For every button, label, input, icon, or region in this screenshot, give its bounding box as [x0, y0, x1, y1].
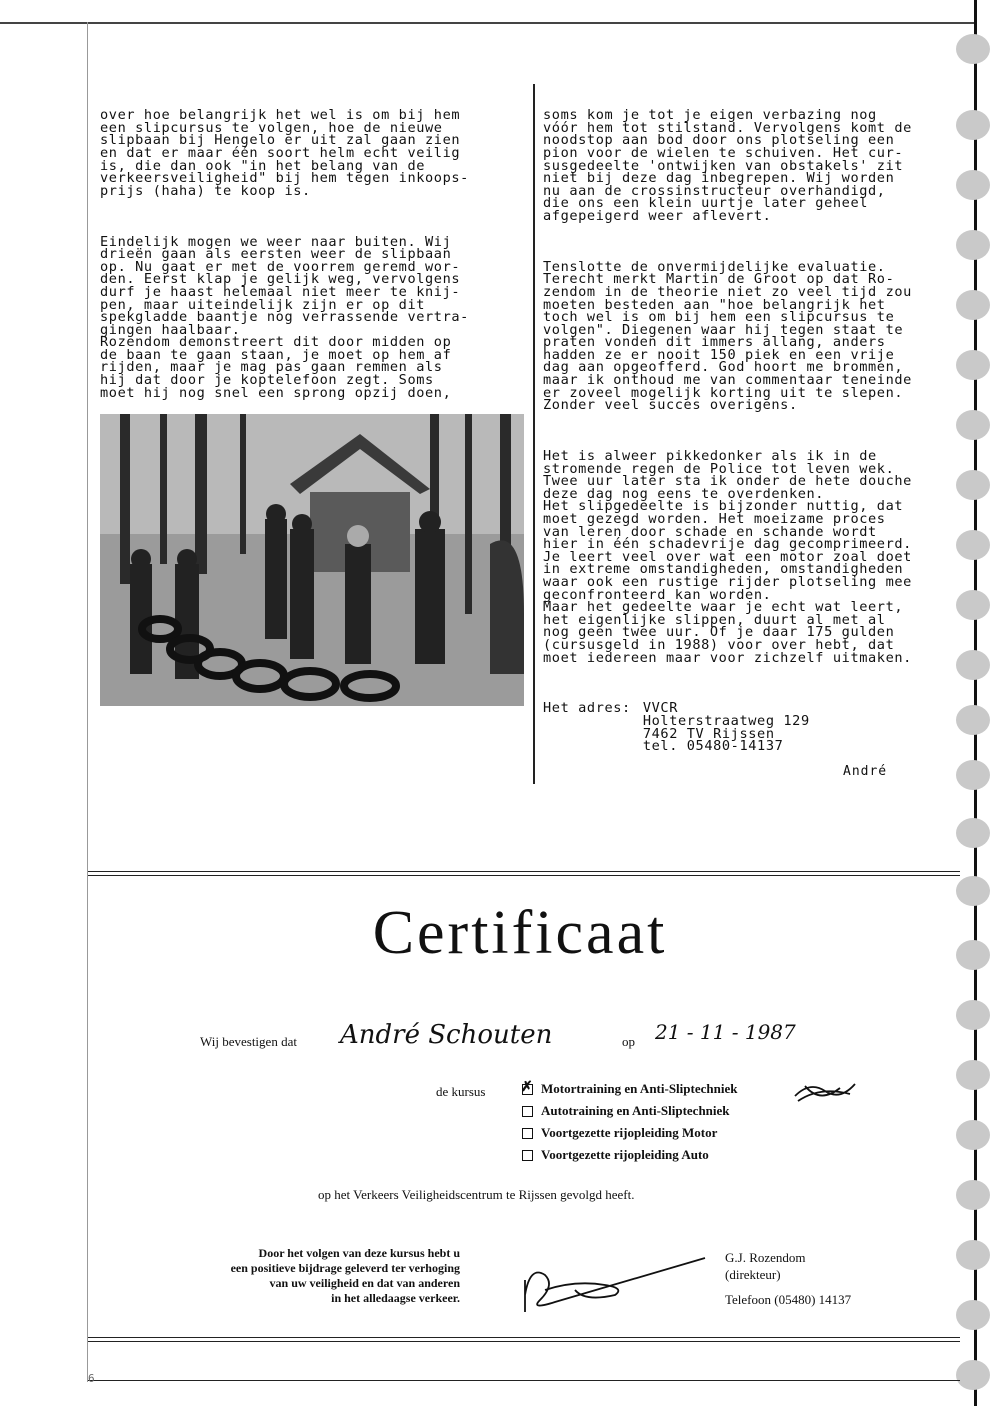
address-label: Het adres: — [543, 700, 631, 717]
address-line: 7462 TV Rijssen — [642, 725, 775, 742]
course-list — [522, 1081, 737, 1169]
address-block — [543, 700, 958, 755]
author-signoff: André — [843, 764, 888, 779]
course-option: Autotraining en Anti-Sliptechniek — [522, 1103, 737, 1119]
binder-hole — [956, 1060, 990, 1090]
article-paragraph: Tenslotte de onvermijdelijke evaluatie. Terecht merkt Martin de Groot op dat Ro- zendom in de theorie niet zo veel tijd zou moeten besteden aan "hoe belangrijk het toch wel is om bij hem een slipcursus te volgen". Diegenen waar hij tegen staat te praten vonden dit immers allang, anders hadden ze er nooit 150 piek en een vrije dag aan opgeofferd. God hoort me brommen, maar ik onthoud me van commentaar teneinde er zoveel mogelijk korting uit te slepen. Zonder veel succes overigens. — [543, 258, 912, 414]
binder-hole — [956, 1300, 990, 1330]
page-number: 6 — [88, 1372, 95, 1385]
binder-hole — [956, 170, 990, 200]
binder-hole — [956, 818, 990, 848]
course-option: Voortgezette rijopleiding Auto — [522, 1147, 737, 1163]
initials-scribble — [790, 1076, 860, 1106]
address-line: VVCR — [642, 700, 678, 717]
course-option: Voortgezette rijopleiding Motor — [522, 1125, 737, 1141]
recipient-name-handwritten: André Schouten — [340, 1020, 553, 1050]
binder-hole — [956, 1180, 990, 1210]
course-label: de kursus — [436, 1084, 486, 1099]
binder-hole — [956, 470, 990, 500]
binder-hole — [956, 650, 990, 680]
address-line: Holterstraatweg 129 — [642, 712, 810, 729]
contribution-text: Door het volgen van deze kursus hebt u een positieve bijdrage geleverd ter verhoging van uw veiligheid en dat van anderen in het alledaagse verkeer. — [230, 1246, 460, 1305]
binder-hole — [956, 110, 990, 140]
column-divider — [533, 84, 535, 784]
checkbox-icon — [522, 1128, 533, 1139]
binder-hole — [956, 1120, 990, 1150]
certificate-bottom-rule — [88, 1341, 960, 1342]
binder-hole — [956, 705, 990, 735]
certificate-title: Certificaat — [372, 899, 668, 967]
binder-hole — [956, 350, 990, 380]
location-text: op het Verkeers Veiligheidscentrum te Rijssen gevolgd heeft. — [318, 1187, 635, 1202]
binder-hole — [956, 530, 990, 560]
director-signature — [515, 1240, 715, 1320]
director-name: G.J. Rozendom — [725, 1250, 806, 1265]
confirm-label: Wij bevestigen dat — [200, 1034, 297, 1049]
binder-hole — [956, 34, 990, 64]
director-title: (direkteur) — [725, 1267, 781, 1282]
article-paragraph: Eindelijk mogen we weer naar buiten. Wij drieën gaan als eersten weer de slipbaan op. Nu gaat er met de voorrem geremd wor- den. Eerst klap je gelijk weg, vervolgens durf je haast helemaal niet meer te knij- pen, maar uiteindelijk zijn er op dit spekgladde baantje nog verrassende vertra- gingen haalbaar. Rozendom demonstreert dit door midden op de baan te gaan staan, je moet op hem af rijden, maar je mag pas gaan remmen als hij dat door je koptelefoon zegt. Soms moet hij nog snel een sprong opzij doen, — [100, 233, 469, 401]
checkbox-icon — [522, 1106, 533, 1117]
article-paragraph: over hoe belangrijk het wel is om bij hem een slipcursus te volgen, hoe de nieuwe slipbaan bij Hengelo er uit zal gaan zien en dat er maar één soort helm echt veilig is, die dan ook "in het belang van de verkeersveiligheid" bij hem tegen inkoops- prijs (haha) te koop is. — [100, 107, 469, 199]
binder-hole — [956, 760, 990, 790]
checked-box-icon: ✗ — [521, 1079, 533, 1095]
page-margin-line — [87, 22, 88, 1382]
course-option: ✗ Motortraining en Anti-Sliptechniek — [521, 1079, 738, 1096]
binder-hole — [956, 1360, 990, 1390]
binder-hole — [956, 590, 990, 620]
page-bottom-rule — [88, 1380, 960, 1381]
binder-hole — [956, 230, 990, 260]
binder-hole — [956, 290, 990, 320]
article-right-column — [543, 84, 958, 765]
checkbox-icon — [522, 1150, 533, 1161]
certificate-top-rule — [88, 871, 960, 872]
date-handwritten: 21 - 11 - 1987 — [655, 1020, 796, 1044]
phone-number: Telefoon (05480) 14137 — [725, 1292, 852, 1307]
certificate-top-rule — [88, 875, 960, 876]
binder-hole — [956, 410, 990, 440]
op-label: op — [622, 1034, 635, 1049]
article-left-column — [100, 84, 525, 412]
article-photo — [100, 414, 524, 706]
address-line: tel. 05480-14137 — [642, 738, 784, 755]
article-paragraph: soms kom je tot je eigen verbazing nog vóór hem tot stilstand. Vervolgens komt de noodstop aan bod door ons plotseling een pion voor de wielen te schuiven. Het cur- susgedeelte 'ontwijken van obstakels' zit niet bij deze dag inbegrepen. Wij worden nu aan de crossinstructeur overhandigd, die ons een klein uurtje later geheel afgepeigerd weer aflevert. — [543, 107, 912, 224]
binder-hole — [956, 1240, 990, 1270]
binder-hole — [956, 1000, 990, 1030]
certificate-bottom-rule — [88, 1337, 960, 1338]
article-paragraph: Het is alweer pikkedonker als ik in de stromende regen de Police tot leven wek. Twee uur later sta ik onder de hete douche deze dag nog eens te overdenken. Het slipgedeelte is bijzonder nuttig, dat moet gezegd worden. Het moeizame proces van leren door schade en schande wordt hier in één schadevrije dag gecomprimeerd. Je leert veel over wat een motor zoal doet in extreme omstandigheden, omstandigheden waar ook een rustige rijder plotseling mee geconfronteerd kan worden. Maar het gedeelte waar je echt wat leert, het eigenlijke slippen, duurt al met al nog geen twee uur. Of je daar 175 gulden (cursusgeld in 1988) voor over hebt, dat moet iedereen maar voor zichzelf uitmaken. — [543, 448, 912, 666]
scan-top-edge — [0, 0, 993, 24]
